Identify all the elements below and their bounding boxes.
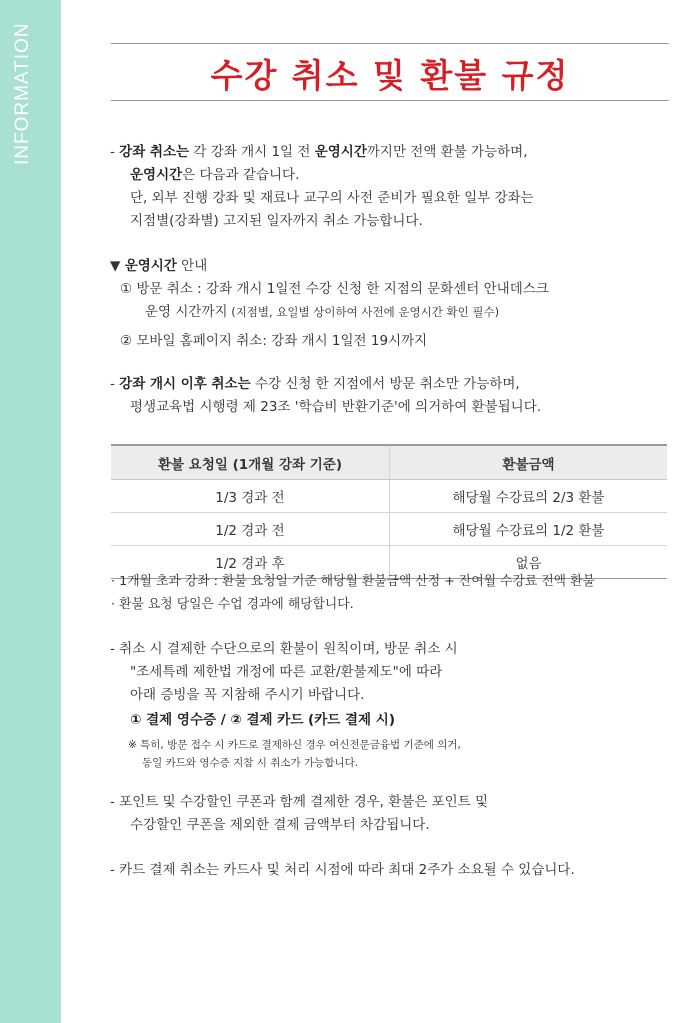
table-cell: 없음	[390, 546, 668, 579]
table-row	[111, 480, 667, 513]
sec4-line1: - 포인트 및 수강할인 쿠폰과 함께 결제한 경우, 환불은 포인트 및	[110, 794, 489, 810]
page-title: 수강 취소 및 환불 규정	[210, 56, 570, 95]
table-cell: 해당월 수강료의 1/2 환불	[390, 513, 668, 546]
sec3-footnote1: ※ 특히, 방문 접수 시 카드로 결제하신 경우 여신전문금융법 기준에 의거,	[128, 739, 461, 751]
section-cancellation	[110, 141, 534, 233]
sec1-line2: 운영시간은 다음과 같습니다.	[130, 167, 300, 183]
table-header-row	[111, 445, 667, 480]
sidebar-label: INFORMATION	[12, 22, 33, 165]
hours-heading: ▼ 운영시간 안내	[110, 258, 208, 274]
table-row	[111, 513, 667, 546]
section-hours	[110, 255, 549, 353]
refund-table	[111, 444, 667, 579]
sec2-line2: 평생교육법 시행령 제 23조 '학습비 반환기준'에 의거하여 환불됩니다.	[130, 399, 542, 415]
note-over-one-month: · 1개월 초과 강좌 : 환불 요청일 기준 해당월 환불금액 산정 + 잔여월 수강료 전액 환불	[111, 574, 595, 589]
section-card-cancel	[110, 859, 575, 882]
section-after-start	[110, 373, 541, 419]
table-cell: 1/3 경과 전	[111, 480, 390, 513]
hours-item-visit-cont: 운영 시간까지 (지점별, 요일별 상이하여 사전에 운영시간 확인 필수)	[145, 304, 500, 320]
sec1-line4: 지점별(강좌별) 고지된 일자까지 취소 가능합니다.	[130, 213, 423, 229]
title-rule-top	[111, 43, 669, 44]
sec3-footnote2: 동일 카드와 영수증 지참 시 취소가 가능합니다.	[142, 757, 359, 769]
sec4-line2: 수강할인 쿠폰을 제외한 결제 금액부터 차감됩니다.	[130, 817, 430, 833]
note-same-day: · 환불 요청 당일은 수업 경과에 해당합니다.	[111, 597, 354, 612]
section-refund-method	[110, 638, 461, 772]
sec2-line1: - 강좌 개시 이후 취소는 수강 신청 한 지점에서 방문 취소만 가능하며,	[110, 376, 520, 392]
table-header-date: 환불 요청일 (1개월 강좌 기준)	[111, 445, 390, 480]
table-cell: 1/2 경과 전	[111, 513, 390, 546]
section-notes	[111, 570, 595, 616]
title-rule-bottom	[111, 100, 669, 101]
sec1-line3: 단, 외부 진행 강좌 및 재료나 교구의 사전 준비가 필요한 일부 강좌는	[130, 190, 534, 206]
table-header-amount: 환불금액	[390, 445, 668, 480]
sec3-line2: "조세특례 제한법 개정에 따른 교환/환불제도"에 따라	[130, 664, 443, 680]
table-cell: 1/2 경과 후	[111, 546, 390, 579]
sec1-line1: - 강좌 취소는 각 강좌 개시 1일 전 운영시간까지만 전액 환불 가능하며,	[110, 144, 528, 160]
sec5-line1: - 카드 결제 취소는 카드사 및 처리 시점에 따라 최대 2주가 소요될 수 있습니다.	[110, 862, 575, 878]
required-documents: ① 결제 영수증 / ② 결제 카드 (카드 결제 시)	[130, 712, 396, 728]
hours-item-mobile: ② 모바일 홈페이지 취소: 강좌 개시 1일전 19시까지	[120, 333, 428, 349]
hours-item-visit: ① 방문 취소 : 강좌 개시 1일전 수강 신청 한 지점의 문화센터 안내데스크	[120, 281, 549, 297]
table-cell: 해당월 수강료의 2/3 환불	[390, 480, 668, 513]
sec3-line1: - 취소 시 결제한 수단으로의 환불이 원칙이며, 방문 취소 시	[110, 641, 458, 657]
section-points-coupon	[110, 791, 488, 837]
sec3-line3: 아래 증빙을 꼭 지참해 주시기 바랍니다.	[130, 687, 365, 703]
sidebar	[0, 0, 61, 1023]
